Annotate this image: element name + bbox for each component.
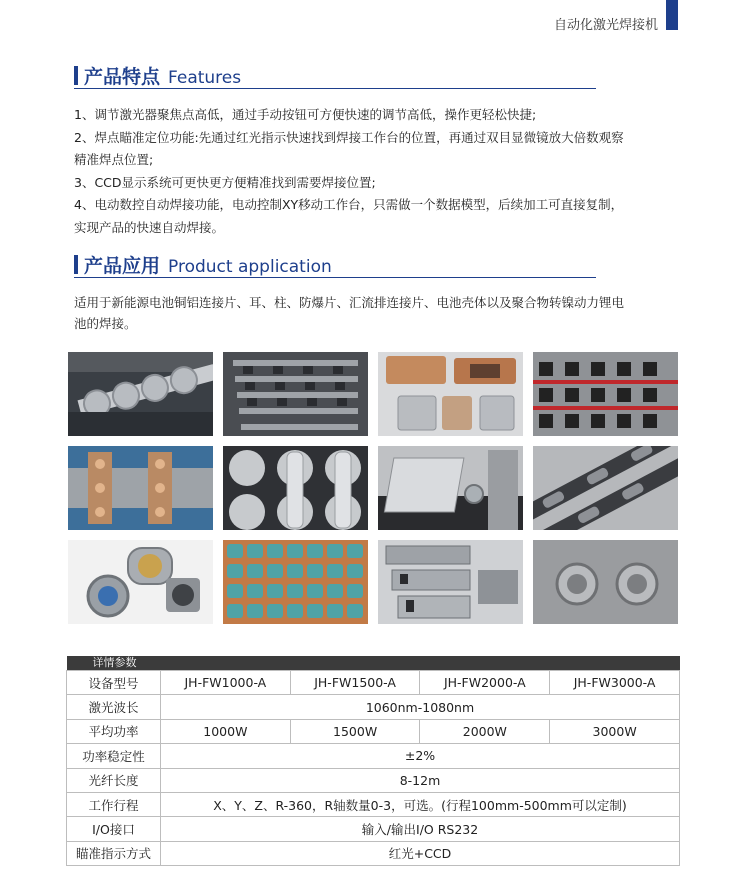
table-row [67, 768, 680, 792]
application-line: 适用于新能源电池铜铝连接片、耳、柱、防爆片、汇流排连接片、电池壳体以及聚合物转镍动力锂电 [74, 295, 625, 310]
table-cell: 2000W [420, 719, 550, 743]
row-label: 激光波长 [67, 695, 161, 719]
battery-nickel-strip-photo [68, 352, 213, 436]
features-heading [74, 62, 241, 89]
feature-line: 2、焊点瞄准定位功能:先通过红光指示快速找到焊接工作台的位置，再通过双目显微镜放大倍数观察 [74, 129, 624, 145]
application-title-en: Product application [168, 257, 332, 277]
bus-bar-weld-photo [68, 446, 213, 530]
features-title-zh: 产品特点 [84, 66, 161, 88]
metal-parts-photo [378, 540, 523, 624]
application-title-zh: 产品应用 [84, 255, 161, 277]
table-row [67, 719, 680, 743]
header-bar [666, 0, 678, 30]
row-label: 工作行程 [67, 792, 161, 816]
application-divider [74, 277, 596, 278]
table-row [67, 671, 680, 695]
heading-mark [74, 66, 78, 85]
features-list [74, 104, 674, 239]
battery-array-blue-photo [223, 540, 368, 624]
table-cell: 输入/输出I/O RS232 [161, 817, 680, 841]
table-cell: JH-FW1000-A [161, 671, 291, 695]
feature-line: 4、电动数控自动焊接功能，电动控制XY移动工作台，只需做一个数据模型，后续加工可直接复制， [74, 197, 624, 212]
battery-pack-rows-photo [223, 352, 368, 436]
row-label: 设备型号 [67, 671, 161, 695]
table-cell: 1000W [161, 719, 291, 743]
table-cell: JH-FW3000-A [550, 671, 680, 695]
table-cell: 3000W [550, 719, 680, 743]
application-text [74, 292, 674, 334]
page-title: 自动化激光焊接机 [553, 18, 658, 33]
row-label: I/O接口 [67, 817, 161, 841]
row-label: 功率稳定性 [67, 744, 161, 768]
features-divider [74, 88, 596, 89]
table-cell: 8-12m [161, 768, 680, 792]
table-row [67, 744, 680, 768]
features-title-en: Features [168, 68, 242, 88]
spec-table-heading: 详情参数 [67, 656, 680, 671]
table-cell: JH-FW2000-A [420, 671, 550, 695]
table-cell: ±2% [161, 744, 680, 768]
application-gallery [68, 352, 679, 624]
metal-housing-weld-photo [378, 446, 523, 530]
heading-mark [74, 255, 78, 274]
row-label: 平均功率 [67, 719, 161, 743]
feature-line: 实现产品的快速自动焊接。 [74, 219, 225, 235]
table-cell: 1500W [290, 719, 420, 743]
table-row [67, 817, 680, 841]
table-cell: X、Y、Z、R-360，R轴数量0-3，可选。(行程100mm-500mm可以定制) [161, 792, 680, 816]
feature-line: 1、调节激光器聚焦点高低，通过手动按钮可方便快速的调节高低，操作更轻松快捷; [74, 107, 537, 122]
feature-line: 3、CCD显示系统可更快更方便精准找到需要焊接位置; [74, 174, 376, 190]
table-cell: 1060nm-1080nm [161, 695, 680, 719]
table-row [67, 792, 680, 816]
feature-line: 精准焊点位置; [74, 152, 154, 167]
table-row [67, 841, 680, 865]
table-cell: 红光+CCD [161, 841, 680, 865]
weld-spot-closeup-photo [533, 540, 678, 624]
application-line: 池的焊接。 [74, 316, 137, 331]
tab-weld-closeup-photo [533, 446, 678, 530]
application-heading [74, 251, 332, 278]
row-label: 瞄准指示方式 [67, 841, 161, 865]
table-row [67, 695, 680, 719]
table-cell: JH-FW1500-A [290, 671, 420, 695]
battery-module-red-photo [533, 352, 678, 436]
aviation-connector-photo [68, 540, 213, 624]
cylindrical-cell-tabs-photo [223, 446, 368, 530]
row-label: 光纤长度 [67, 768, 161, 792]
copper-connector-tabs-photo [378, 352, 523, 436]
spec-table [66, 656, 680, 866]
